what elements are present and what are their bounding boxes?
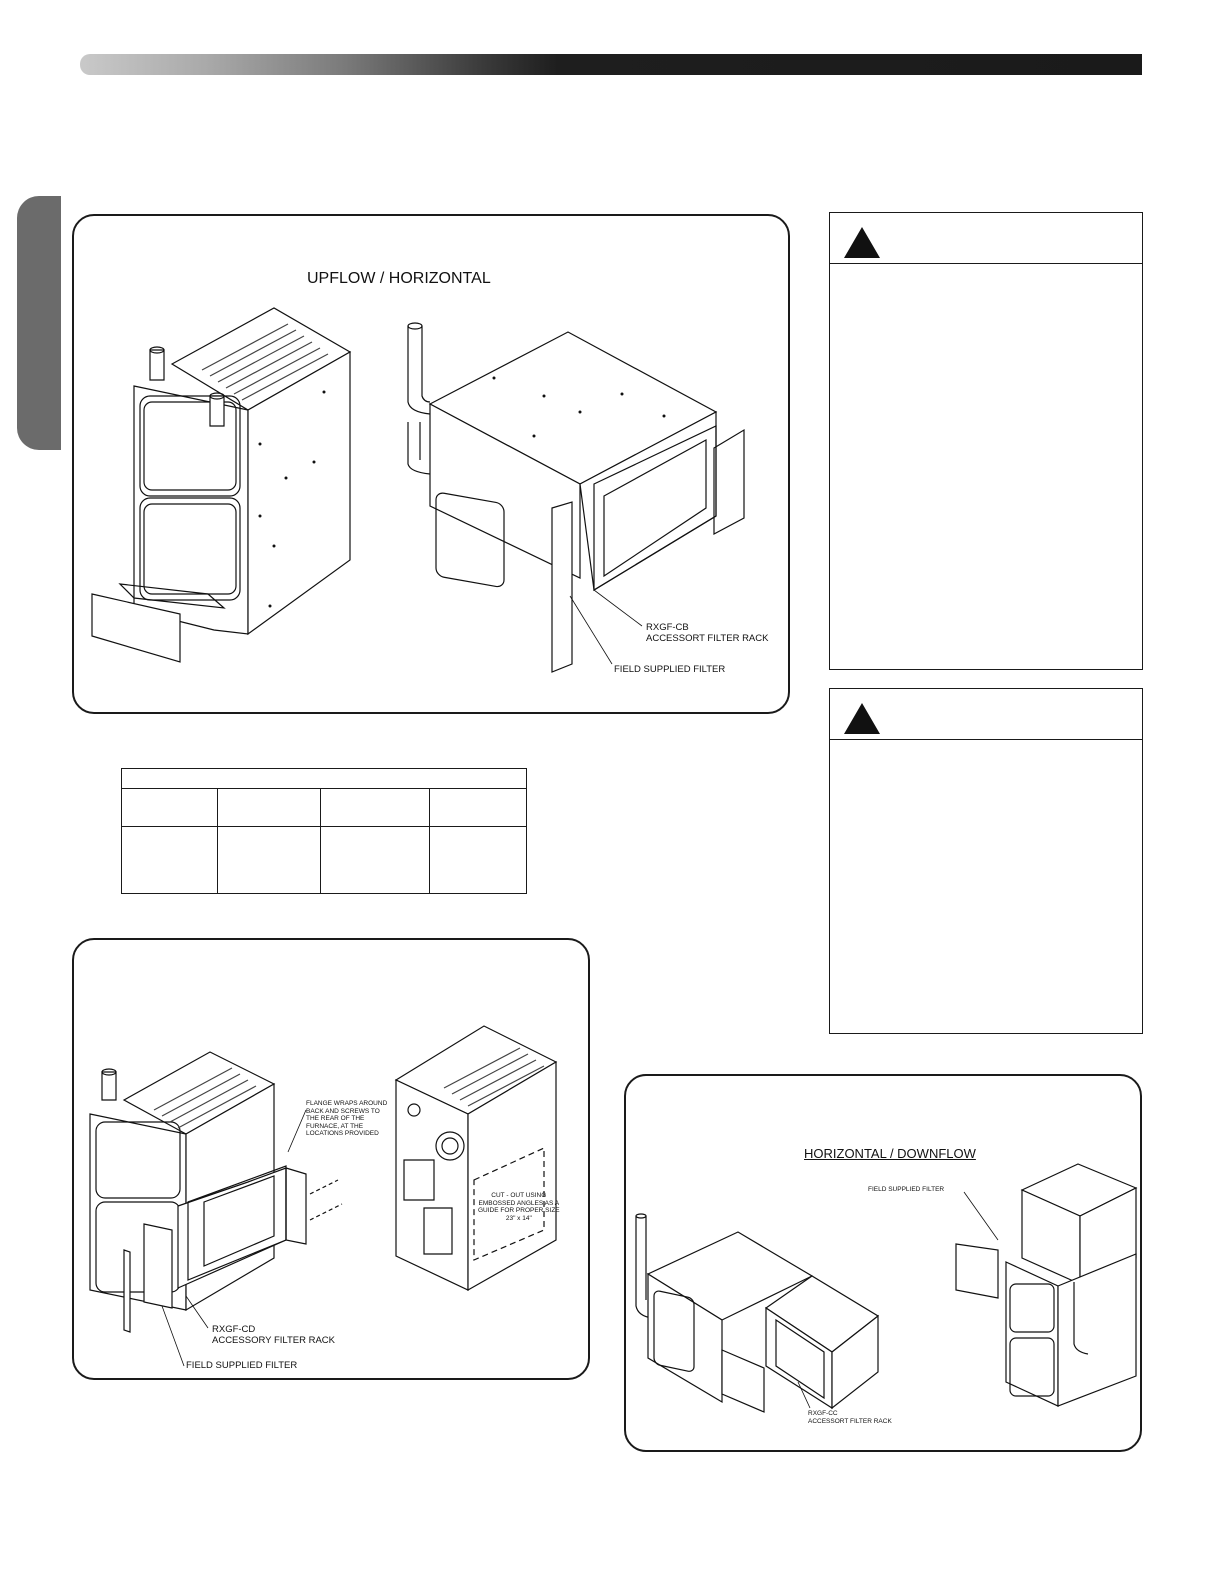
figure-side-return (72, 938, 590, 1380)
filter-size-table (121, 768, 527, 894)
table-header-cell (122, 789, 218, 827)
warning-header (830, 213, 1142, 264)
table-header-cell (321, 789, 430, 827)
table-cell (122, 827, 218, 894)
rack-label-rxgf-cb: RXGF-CB ACCESSORT FILTER RACK (646, 622, 769, 644)
filter-label: FIELD SUPPLIED FILTER (868, 1186, 945, 1193)
table-title-cell (122, 769, 527, 789)
table-header-cell (430, 789, 527, 827)
warning-triangle-icon (844, 703, 880, 734)
figure-title: UPFLOW / HORIZONTAL (307, 270, 491, 287)
figure-horizontal-downflow (624, 1074, 1142, 1452)
warning-triangle-icon (844, 227, 880, 258)
downflow-illustration (626, 1076, 1140, 1450)
header-bar (80, 54, 1142, 75)
cutout-note: CUT - OUT USING EMBOSSED ANGLES AS A GUIDE FOR PROPER SIZE 23" x 14" (478, 1192, 560, 1222)
table-header-cell (218, 789, 321, 827)
warning-box-2 (829, 688, 1143, 1034)
rack-label-rxgf-cd: RXGF-CD ACCESSORY FILTER RACK (212, 1324, 336, 1346)
filter-label: FIELD SUPPLIED FILTER (614, 664, 726, 675)
side-return-furnace-illustration (74, 940, 588, 1378)
flange-note: FLANGE WRAPS AROUND BACK AND SCREWS TO THE REAR OF THE FURNACE, AT THE LOCATIONS PROVIDED (306, 1100, 388, 1137)
side-tab (17, 196, 61, 450)
rack-label-rxgf-cc: RXGF-CC ACCESSORT FILTER RACK (808, 1410, 892, 1425)
warning-box-1 (829, 212, 1143, 670)
figure-title: HORIZONTAL / DOWNFLOW (804, 1146, 976, 1161)
filter-label: FIELD SUPPLIED FILTER (186, 1360, 298, 1371)
table-cell (321, 827, 430, 894)
table-cell (430, 827, 527, 894)
warning-header (830, 689, 1142, 740)
table-cell (218, 827, 321, 894)
figure-upflow-horizontal (72, 214, 790, 714)
